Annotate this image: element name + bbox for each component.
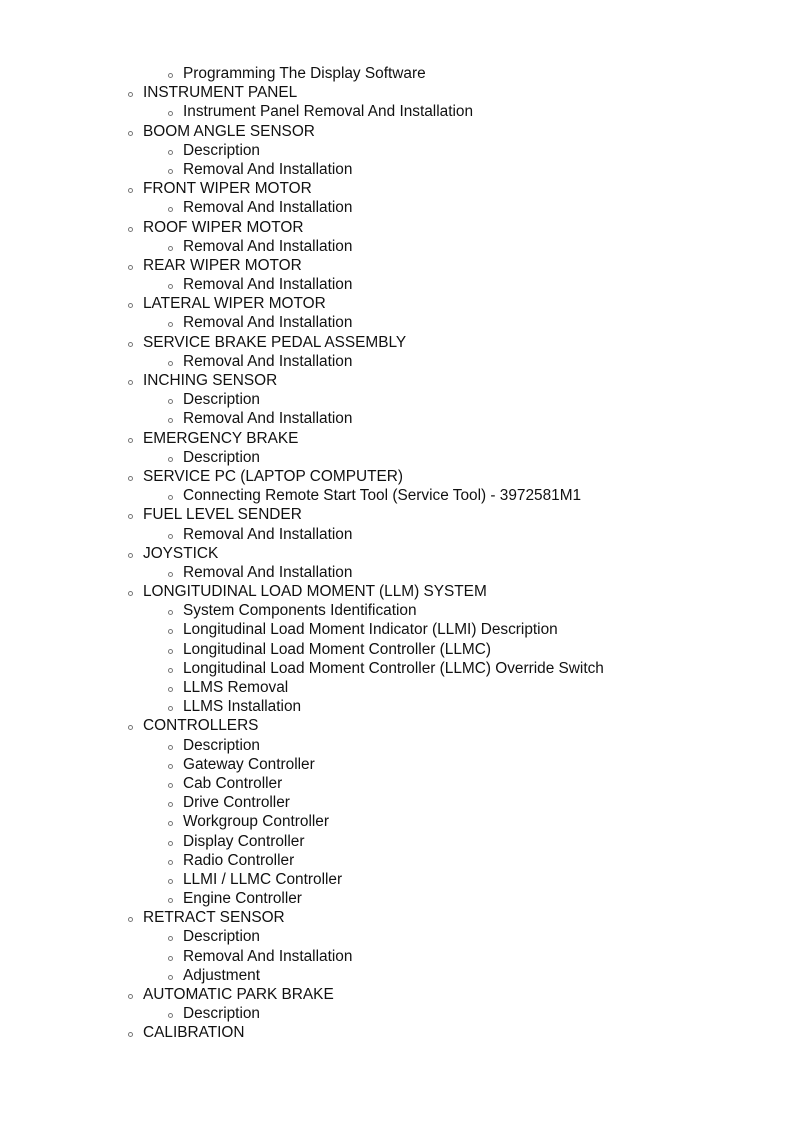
toc-subsection-title: Description	[183, 736, 260, 754]
toc-subsection	[0, 812, 794, 831]
bullet-icon	[168, 284, 173, 289]
toc-subsection-title: Longitudinal Load Moment Controller (LLMC)	[183, 640, 491, 658]
bullet-icon	[128, 438, 133, 443]
toc-subsection	[0, 390, 794, 409]
toc-subsection	[0, 102, 794, 121]
toc-subsection	[0, 64, 794, 83]
toc-subsection	[0, 601, 794, 620]
toc-subsection-title: System Components Identification	[183, 602, 417, 620]
toc-subsection	[0, 275, 794, 294]
toc-subsection-title: LLMI / LLMC Controller	[183, 870, 343, 888]
bullet-icon	[168, 764, 173, 769]
toc-subsection-title: Instrument Panel Removal And Installation	[183, 103, 474, 121]
bullet-icon	[128, 1032, 133, 1037]
bullet-icon	[168, 821, 173, 826]
bullet-icon	[128, 553, 133, 558]
toc-subsection-title: Connecting Remote Start Tool (Service Tool) - 3972581M1	[183, 487, 582, 505]
bullet-icon	[128, 92, 133, 97]
toc-subsection	[0, 793, 794, 812]
toc-section-title: FRONT WIPER MOTOR	[143, 180, 312, 198]
bullet-icon	[168, 610, 173, 615]
bullet-icon	[128, 476, 133, 481]
bullet-icon	[128, 227, 133, 232]
toc-subsection-title: Drive Controller	[183, 794, 290, 812]
toc-subsection-title: Adjustment	[183, 966, 260, 984]
bullet-icon	[128, 994, 133, 999]
bullet-icon	[168, 745, 173, 750]
toc-subsection	[0, 237, 794, 256]
toc-subsection	[0, 659, 794, 678]
toc-subsection-title: Removal And Installation	[183, 276, 353, 294]
bullet-icon	[168, 322, 173, 327]
toc-section	[0, 83, 794, 102]
toc-subsection	[0, 889, 794, 908]
bullet-icon	[128, 265, 133, 270]
toc-subsection-title: Removal And Installation	[183, 525, 353, 543]
toc-section-title: REAR WIPER MOTOR	[143, 256, 302, 274]
toc-subsection	[0, 160, 794, 179]
bullet-icon	[168, 629, 173, 634]
table-of-contents	[0, 64, 794, 1043]
toc-subsection-title: Description	[183, 1005, 260, 1023]
toc-subsection-title: Removal And Installation	[183, 352, 353, 370]
toc-section	[0, 179, 794, 198]
toc-section-title: EMERGENCY BRAKE	[143, 429, 299, 447]
toc-section-title: CONTROLLERS	[143, 717, 259, 735]
toc-subsection-title: LLMS Removal	[183, 679, 289, 696]
bullet-icon	[128, 591, 133, 596]
bullet-icon	[168, 898, 173, 903]
bullet-icon	[128, 188, 133, 193]
toc-subsection-title: Description	[183, 141, 260, 159]
toc-section-title: SERVICE BRAKE PEDAL ASSEMBLY	[143, 333, 407, 351]
toc-section	[0, 505, 794, 524]
bullet-icon	[168, 399, 173, 404]
toc-subsection	[0, 736, 794, 755]
toc-section	[0, 122, 794, 141]
toc-subsection	[0, 1004, 794, 1023]
toc-subsection	[0, 525, 794, 544]
bullet-icon	[168, 1013, 173, 1018]
bullet-icon	[168, 649, 173, 654]
bullet-icon	[168, 457, 173, 462]
toc-subsection-title: Removal And Installation	[183, 237, 353, 255]
toc-subsection-title: Removal And Installation	[183, 563, 353, 581]
toc-subsection	[0, 448, 794, 467]
toc-subsection-title: Description	[183, 391, 260, 409]
toc-subsection-title: Longitudinal Load Moment Indicator (LLMI) Description	[183, 621, 558, 639]
toc-subsection-title: Display Controller	[183, 832, 305, 850]
toc-section-title: RETRACT SENSOR	[143, 909, 285, 927]
toc-section	[0, 429, 794, 448]
toc-subsection-title: Engine Controller	[183, 890, 302, 908]
bullet-icon	[168, 706, 173, 711]
bullet-icon	[168, 150, 173, 155]
toc-subsection	[0, 563, 794, 582]
toc-subsection	[0, 927, 794, 946]
toc-subsection	[0, 141, 794, 160]
toc-section-title: BOOM ANGLE SENSOR	[143, 122, 315, 140]
toc-subsection	[0, 352, 794, 371]
toc-subsection	[0, 832, 794, 851]
toc-subsection-title: Longitudinal Load Moment Controller (LLMC) Override Switch	[183, 659, 604, 677]
toc-subsection	[0, 697, 794, 716]
toc-subsection	[0, 313, 794, 332]
toc-subsection-title: Removal And Installation	[183, 160, 353, 178]
toc-section-title: SERVICE PC (LAPTOP COMPUTER)	[143, 467, 403, 485]
toc-subsection-title: Description	[183, 448, 260, 466]
bullet-icon	[168, 572, 173, 577]
toc-subsection-title: Workgroup Controller	[183, 813, 329, 831]
toc-subsection	[0, 966, 794, 985]
bullet-icon	[168, 418, 173, 423]
toc-section-title: INCHING SENSOR	[143, 372, 278, 389]
toc-subsection	[0, 198, 794, 217]
toc-section	[0, 582, 794, 601]
bullet-icon	[168, 361, 173, 366]
bullet-icon	[168, 802, 173, 807]
toc-subsection	[0, 947, 794, 966]
toc-subsection-title: LLMS Installation	[183, 698, 302, 716]
toc-subsection	[0, 640, 794, 659]
toc-section	[0, 716, 794, 735]
toc-subsection	[0, 409, 794, 428]
toc-subsection-title: Gateway Controller	[183, 755, 315, 773]
toc-subsection	[0, 870, 794, 889]
toc-section-title: LATERAL WIPER MOTOR	[143, 295, 326, 313]
toc-subsection-title: Radio Controller	[183, 851, 295, 869]
toc-section-title: CALIBRATION	[143, 1024, 245, 1042]
toc-section	[0, 467, 794, 486]
toc-section	[0, 1023, 794, 1042]
toc-section-title: AUTOMATIC PARK BRAKE	[143, 986, 334, 1003]
bullet-icon	[168, 841, 173, 846]
bullet-icon	[128, 342, 133, 347]
bullet-icon	[168, 783, 173, 788]
toc-section-title: LONGITUDINAL LOAD MOMENT (LLM) SYSTEM	[143, 583, 487, 601]
toc-subsection-title: Cab Controller	[183, 774, 283, 792]
toc-section	[0, 544, 794, 563]
toc-subsection-title: Programming The Display Software	[183, 65, 426, 82]
toc-section	[0, 256, 794, 275]
bullet-icon	[168, 534, 173, 539]
bullet-icon	[168, 495, 173, 500]
bullet-icon	[168, 956, 173, 961]
toc-subsection	[0, 851, 794, 870]
toc-section	[0, 333, 794, 352]
toc-section-title: ROOF WIPER MOTOR	[143, 218, 304, 236]
toc-subsection	[0, 486, 794, 505]
bullet-icon	[168, 860, 173, 865]
bullet-icon	[128, 725, 133, 730]
toc-section	[0, 294, 794, 313]
bullet-icon	[168, 687, 173, 692]
toc-subsection	[0, 620, 794, 639]
bullet-icon	[168, 936, 173, 941]
toc-subsection-title: Removal And Installation	[183, 947, 353, 965]
toc-section	[0, 371, 794, 390]
toc-section	[0, 218, 794, 237]
bullet-icon	[168, 246, 173, 251]
toc-subsection	[0, 774, 794, 793]
bullet-icon	[128, 917, 133, 922]
toc-section	[0, 985, 794, 1004]
toc-subsection-title: Removal And Installation	[183, 314, 353, 332]
bullet-icon	[128, 303, 133, 308]
bullet-icon	[128, 380, 133, 385]
toc-subsection	[0, 678, 794, 697]
bullet-icon	[168, 668, 173, 673]
bullet-icon	[168, 169, 173, 174]
toc-subsection	[0, 755, 794, 774]
bullet-icon	[128, 131, 133, 136]
bullet-icon	[128, 514, 133, 519]
toc-section-title: JOYSTICK	[143, 544, 219, 562]
toc-subsection-title: Removal And Installation	[183, 410, 353, 428]
toc-subsection-title: Description	[183, 928, 260, 946]
bullet-icon	[168, 207, 173, 212]
bullet-icon	[168, 73, 173, 78]
toc-section-title: FUEL LEVEL SENDER	[143, 506, 302, 524]
bullet-icon	[168, 879, 173, 884]
bullet-icon	[168, 975, 173, 980]
bullet-icon	[168, 111, 173, 116]
toc-subsection-title: Removal And Installation	[183, 199, 353, 217]
toc-section-title: INSTRUMENT PANEL	[143, 84, 298, 102]
toc-section	[0, 908, 794, 927]
